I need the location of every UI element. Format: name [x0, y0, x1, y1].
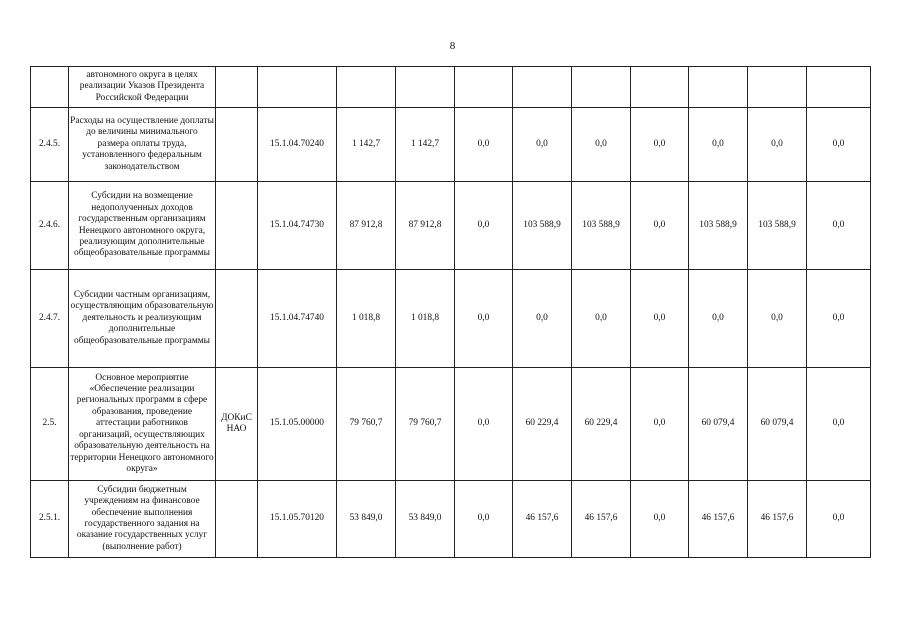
amount-cell: 0,0 [572, 108, 631, 182]
row-number-cell: 2.4.5. [31, 108, 69, 182]
amount-cell: 0,0 [807, 270, 871, 368]
amount-cell: 79 760,7 [396, 368, 455, 481]
amount-cell [455, 67, 513, 108]
amount-cell [513, 67, 572, 108]
table-row [31, 67, 871, 108]
executor-cell [216, 270, 258, 368]
amount-cell: 0,0 [455, 481, 513, 558]
executor-cell [216, 182, 258, 270]
amount-cell: 46 157,6 [748, 481, 807, 558]
budget-code-cell: 15.1.04.74730 [258, 182, 337, 270]
amount-cell: 0,0 [513, 108, 572, 182]
row-number-cell: 2.5.1. [31, 481, 69, 558]
amount-cell: 103 588,9 [748, 182, 807, 270]
amount-cell: 0,0 [455, 270, 513, 368]
amount-cell: 0,0 [631, 481, 689, 558]
row-number-cell: 2.4.6. [31, 182, 69, 270]
amount-cell: 0,0 [631, 270, 689, 368]
table-row [31, 108, 871, 182]
page-number: 8 [449, 40, 456, 52]
amount-cell [396, 67, 455, 108]
amount-cell: 0,0 [631, 368, 689, 481]
amount-cell: 0,0 [631, 182, 689, 270]
table-row [31, 182, 871, 270]
budget-table [30, 66, 871, 558]
amount-cell: 0,0 [807, 182, 871, 270]
amount-cell: 1 018,8 [396, 270, 455, 368]
amount-cell: 0,0 [689, 108, 748, 182]
amount-cell: 53 849,0 [337, 481, 396, 558]
row-number-cell: 2.4.7. [31, 270, 69, 368]
amount-cell: 0,0 [631, 108, 689, 182]
executor-cell [216, 108, 258, 182]
amount-cell: 0,0 [455, 108, 513, 182]
amount-cell [807, 67, 871, 108]
amount-cell: 0,0 [689, 270, 748, 368]
amount-cell: 103 588,9 [689, 182, 748, 270]
amount-cell [337, 67, 396, 108]
amount-cell: 46 157,6 [689, 481, 748, 558]
amount-cell: 0,0 [455, 182, 513, 270]
description-cell: Расходы на осуществление доплаты до величины минимального размера оплаты труда, установленного федеральным законодательством [69, 108, 216, 182]
amount-cell: 1 142,7 [337, 108, 396, 182]
amount-cell: 53 849,0 [396, 481, 455, 558]
amount-cell: 0,0 [807, 108, 871, 182]
amount-cell: 1 018,8 [337, 270, 396, 368]
executor-cell [216, 481, 258, 558]
amount-cell: 103 588,9 [572, 182, 631, 270]
description-cell: Субсидии частным организациям, осуществляющим образовательную деятельность и реализующим дополнительные общеобразовательные программы [69, 270, 216, 368]
budget-code-cell: 15.1.04.74740 [258, 270, 337, 368]
amount-cell [631, 67, 689, 108]
amount-cell: 0,0 [748, 108, 807, 182]
budget-code-cell: 15.1.05.00000 [258, 368, 337, 481]
table-row [31, 481, 871, 558]
description-cell: Субсидии на возмещение недополученных доходов государственным организациям Ненецкого автономного округа, реализующим дополнительные общеобразовательные программы [69, 182, 216, 270]
amount-cell: 46 157,6 [572, 481, 631, 558]
amount-cell [572, 67, 631, 108]
budget-code-cell: 15.1.05.70120 [258, 481, 337, 558]
amount-cell: 0,0 [572, 270, 631, 368]
amount-cell: 79 760,7 [337, 368, 396, 481]
executor-cell [216, 67, 258, 108]
amount-cell: 1 142,7 [396, 108, 455, 182]
amount-cell: 60 229,4 [513, 368, 572, 481]
amount-cell: 0,0 [748, 270, 807, 368]
amount-cell: 0,0 [455, 368, 513, 481]
description-cell: Основное мероприятие «Обеспечение реализации региональных программ в сфере образования, проведение аттестации работников организаций, осуществляющих образовательную деятельность на территории Ненецкого автономного округа» [69, 368, 216, 481]
amount-cell: 60 079,4 [689, 368, 748, 481]
row-number-cell [31, 67, 69, 108]
table-row [31, 368, 871, 481]
table-row [31, 270, 871, 368]
amount-cell: 0,0 [513, 270, 572, 368]
row-number-cell: 2.5. [31, 368, 69, 481]
budget-code-cell [258, 67, 337, 108]
amount-cell: 103 588,9 [513, 182, 572, 270]
amount-cell: 87 912,8 [337, 182, 396, 270]
amount-cell [748, 67, 807, 108]
executor-cell: ДОКиС НАО [216, 368, 258, 481]
description-cell: автономного округа в целях реализации Указов Президента Российской Федерации [69, 67, 216, 108]
amount-cell: 60 229,4 [572, 368, 631, 481]
amount-cell: 60 079,4 [748, 368, 807, 481]
amount-cell: 0,0 [807, 368, 871, 481]
amount-cell: 46 157,6 [513, 481, 572, 558]
description-cell: Субсидии бюджетным учреждениям на финансовое обеспечение выполнения государственного задания на оказание государственных услуг (выполнение работ) [69, 481, 216, 558]
amount-cell [689, 67, 748, 108]
amount-cell: 0,0 [807, 481, 871, 558]
amount-cell: 87 912,8 [396, 182, 455, 270]
budget-code-cell: 15.1.04.70240 [258, 108, 337, 182]
